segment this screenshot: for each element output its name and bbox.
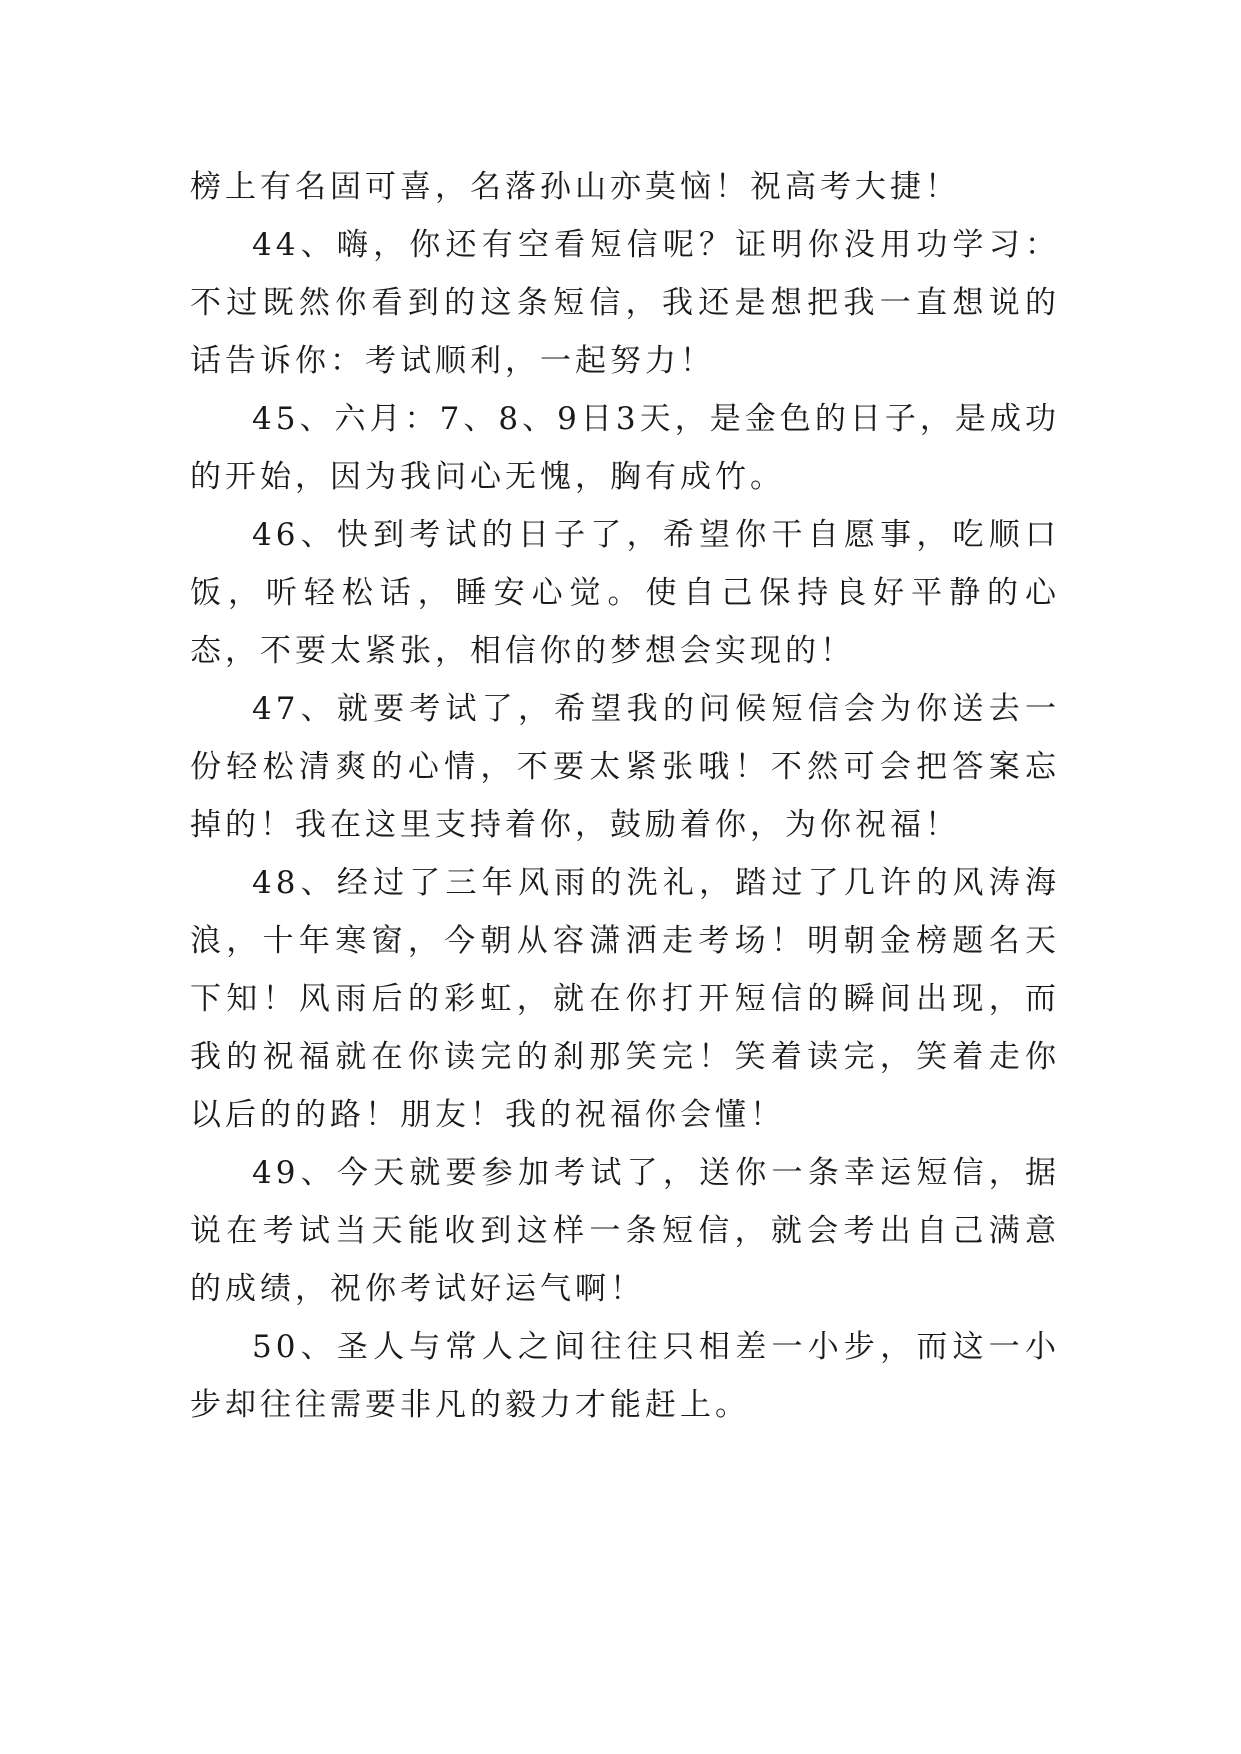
paragraph-49: 49、今天就要参加考试了，送你一条幸运短信，据说在考试当天能收到这样一条短信，就会考出自己满意的成绩，祝你考试好运气啊！ — [190, 1155, 1060, 1307]
paragraph-44: 44、嗨，你还有空看短信呢？证明你没用功学习：不过既然你看到的这条短信，我还是想把我一直想说的话告诉你：考试顺利，一起努力！ — [190, 227, 1060, 379]
paragraph-continued: 榜上有名固可喜，名落孙山亦莫恼！祝高考大捷！ — [190, 169, 960, 205]
paragraph-48: 48、经过了三年风雨的洗礼，踏过了几许的风涛海浪，十年寒窗，今朝从容潇洒走考场！明朝金榜题名天下知！风雨后的彩虹，就在你打开短信的瞬间出现，而我的祝福就在你读完的刹那笑完！笑着读完，笑着走你以后的的路！朋友！我的祝福你会懂！ — [190, 865, 1060, 1133]
paragraph-50: 50、圣人与常人之间往往只相差一小步，而这一小步却往往需要非凡的毅力才能赶上。 — [190, 1329, 1060, 1423]
paragraph-47: 47、就要考试了，希望我的问候短信会为你送去一份轻松清爽的心情，不要太紧张哦！不然可会把答案忘掉的！我在这里支持着你，鼓励着你，为你祝福！ — [190, 691, 1060, 843]
paragraph-45: 45、六月：7、8、9日3天，是金色的日子，是成功的开始，因为我问心无愧，胸有成竹。 — [190, 401, 1060, 495]
paragraph-46: 46、快到考试的日子了，希望你干自愿事，吃顺口饭，听轻松话，睡安心觉。使自己保持良好平静的心态，不要太紧张，相信你的梦想会实现的！ — [190, 517, 1060, 669]
document-page — [190, 158, 1060, 1434]
